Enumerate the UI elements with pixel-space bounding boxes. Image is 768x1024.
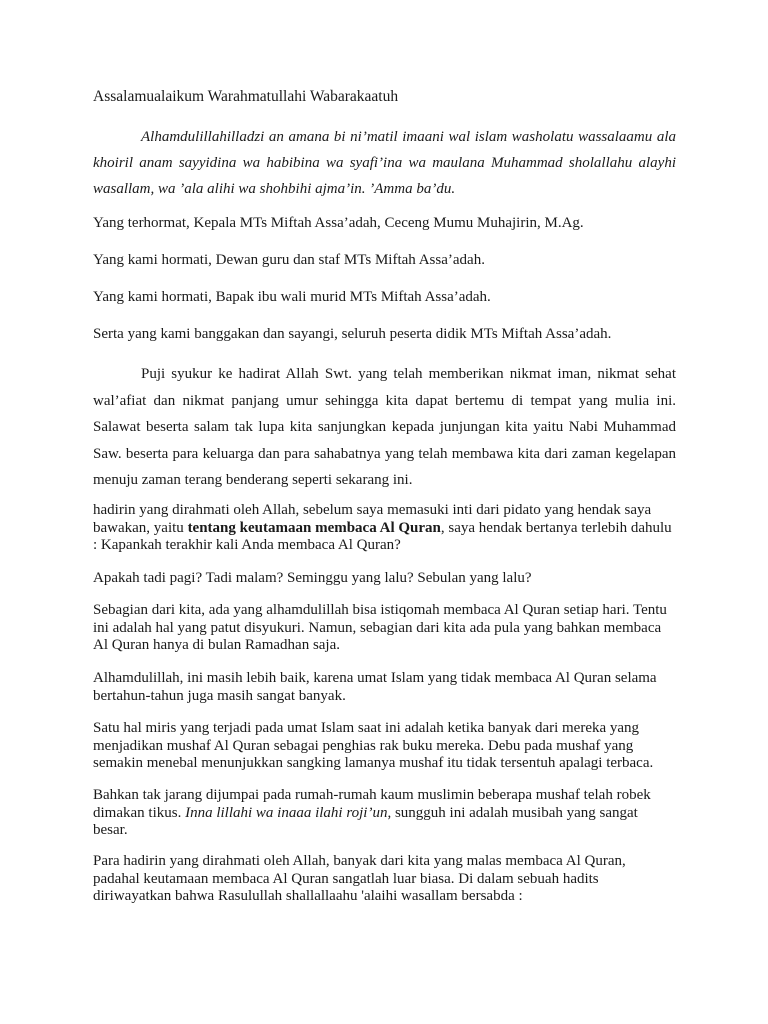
salutation-line: Yang terhormat, Kepala MTs Miftah Assa’adah, Ceceng Mumu Muhajirin, M.Ag. [93,215,584,231]
salutation-line: Yang kami hormati, Bapak ibu wali murid MTs Miftah Assa’adah. [93,289,491,305]
greeting-heading: Assalamualaikum Warahmatullahi Wabarakaatuh [93,88,399,105]
paragraph-bold-text: tentang keutamaan membaca Al Quran [187,519,441,536]
opening-prayer-text: Alhamdulillahilladzi an amana bi ni’matil imaani wal islam washolatu wassalaamu ala khoiril anam sayyidina wa habibina wa syafi’ina wa maulana Muhammad sholallahu alayhi wasallam, wa ’ala alihi wa shohbihi ajma’in. ’Amma ba’du. [93,129,676,197]
body-paragraph [93,787,676,840]
gratitude-text: Puji syukur ke hadirat Allah Swt. yang telah memberikan nikmat iman, nikmat sehat wal’afiat dan nikmat panjang umur sehingga kita dapat bertemu di tempat yang mulia ini. Salawat beserta salam tak lupa kita sanjungkan kepada junjungan kita yaitu Nabi Muhammad Saw. beserta para keluarga dan para sahabatnya yang telah membawa kita dari zaman kegelapan menuju zaman terang benderang seperti sekarang ini. [93,366,676,488]
body-paragraph: Para hadirin yang dirahmati oleh Allah, banyak dari kita yang malas membaca Al Quran, padahal keutamaan membaca Al Quran sangatlah luar biasa. Di dalam sebuah hadits diriwayatkan bahwa Rasulullah shallallaahu 'alaihi wasallam bersabda : [93,853,626,904]
body-paragraph: Apakah tadi pagi? Tadi malam? Seminggu yang lalu? Sebulan yang lalu? [93,570,532,586]
salutation-line: Serta yang kami banggakan dan sayangi, seluruh peserta didik MTs Miftah Assa’adah. [93,326,612,342]
gratitude-paragraph [93,361,676,494]
paragraph-text: , saya hendak bertanya terlebih dahulu : Kapankah terakhir kali Anda membaca Al Quran? [93,519,672,553]
paragraph-text: , sungguh ini adalah musibah yang sangat besar. [93,804,638,838]
paragraph-italic-text: Inna lillahi wa inaaa ilahi roji’un [185,804,388,821]
body-paragraph [93,502,676,555]
paragraph-text: Bahkan tak jarang dijumpai pada rumah-rumah kaum muslimin beberapa mushaf telah robek dimakan tikus. [93,787,651,821]
body-paragraph: Sebagian dari kita, ada yang alhamdulillah bisa istiqomah membaca Al Quran setiap hari. Tentu ini adalah hal yang patut disyukuri. Namun, sebagian dari kita ada pula yang bahkan membaca Al Quran hanya di bulan Ramadhan saja. [93,602,667,653]
salutation-line: Yang kami hormati, Dewan guru dan staf MTs Miftah Assa’adah. [93,252,485,268]
paragraph-text: hadirin yang dirahmati oleh Allah, sebelum saya memasuki inti dari pidato yang hendak saya bawakan, yaitu [93,502,652,536]
opening-prayer [93,124,676,202]
body-paragraph: Satu hal miris yang terjadi pada umat Islam saat ini adalah ketika banyak dari mereka yang menjadikan mushaf Al Quran sebagai penghias rak buku mereka. Debu pada mushaf yang semakin menebal menunjukkan sangking lamanya mushaf itu tidak tersentuh apalagi terbaca. [93,720,654,771]
body-paragraph: Alhamdulillah, ini masih lebih baik, karena umat Islam yang tidak membaca Al Quran selama bertahun-tahun juga masih sangat banyak. [93,670,657,704]
